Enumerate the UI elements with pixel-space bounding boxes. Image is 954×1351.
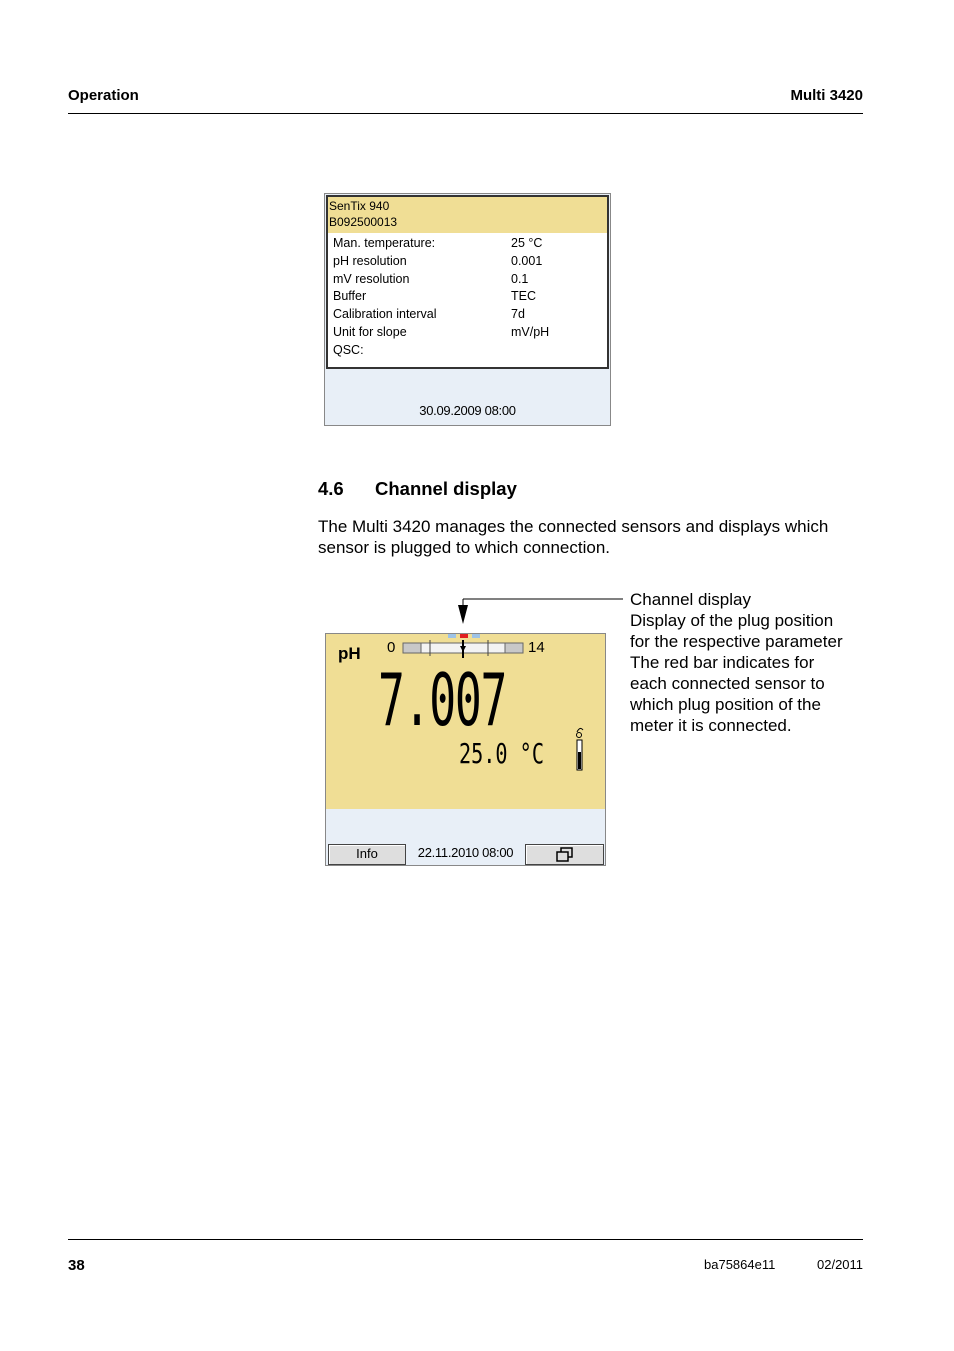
- running-header-section: Operation: [68, 87, 139, 104]
- setting-label: Buffer: [333, 289, 367, 304]
- setting-value: mV/pH: [511, 324, 550, 339]
- channel-slot: [472, 634, 480, 638]
- softkey-bar: [326, 843, 605, 866]
- settings-row: [333, 306, 603, 324]
- callout-line: for the respective parameter: [630, 632, 843, 651]
- settings-row: [333, 342, 603, 360]
- setting-value: 7d: [511, 307, 525, 322]
- footer-rule: [68, 1239, 863, 1240]
- measurement-datetime: 22.11.2010 08:00: [417, 845, 514, 860]
- settings-row: [333, 271, 603, 289]
- sensor-info-screen: [324, 193, 611, 426]
- page-number: 38: [68, 1257, 85, 1274]
- header-rule: [68, 113, 863, 114]
- windows-icon: [556, 847, 574, 863]
- sensor-serial: B092500013: [329, 215, 398, 229]
- channel-slot-active: [460, 634, 468, 638]
- section-heading: [318, 478, 517, 500]
- settings-row: [333, 235, 603, 253]
- callout-arrow: [455, 597, 625, 627]
- sensor-info-panel: [326, 195, 609, 369]
- settings-row: [333, 288, 603, 306]
- setting-label: Calibration interval: [333, 307, 437, 322]
- setting-label: QSC:: [333, 342, 364, 357]
- section-title: Channel display: [375, 478, 517, 499]
- measured-value: 7.007: [378, 658, 507, 742]
- sensor-title-bar: [328, 197, 607, 233]
- channel-slot: [448, 634, 456, 638]
- callout-line: meter it is connected.: [630, 716, 792, 735]
- setting-label: pH resolution: [333, 253, 407, 268]
- callout-line: Display of the plug position: [630, 611, 834, 630]
- setting-label: Unit for slope: [333, 324, 407, 339]
- measurement-area: [326, 634, 605, 809]
- setting-value: 0.1: [511, 271, 529, 286]
- callout-line: The red bar indicates for: [630, 653, 815, 672]
- sensor-model: SenTix 940: [329, 199, 390, 213]
- channel-indicator: [446, 634, 486, 639]
- temperature-value: 25.0 °C: [459, 737, 544, 770]
- display-mode-softkey[interactable]: [525, 844, 604, 865]
- callout-line: each connected sensor to: [630, 674, 825, 693]
- callout-text: [630, 589, 860, 736]
- info-softkey[interactable]: Info: [328, 844, 406, 865]
- measurement-screen: [325, 633, 606, 866]
- ph-scale-bar: [402, 640, 525, 658]
- callout-line: which plug position of the: [630, 695, 821, 714]
- settings-row: [333, 324, 603, 342]
- scale-max-label: 14: [528, 639, 545, 656]
- setting-value: TEC: [511, 289, 536, 304]
- settings-row: [333, 253, 603, 271]
- document-date: 02/2011: [817, 1257, 864, 1272]
- setting-value: 25 °C: [511, 236, 543, 250]
- callout-title: Channel display: [630, 590, 751, 609]
- document-id: ba75864e11: [704, 1257, 776, 1272]
- thermometer-icon: [574, 726, 586, 772]
- section-paragraph: The Multi 3420 manages the connected sensors and displays which sensor is plugged to which connection.: [318, 517, 829, 557]
- setting-label: mV resolution: [333, 271, 410, 286]
- setting-value: 0.001: [511, 253, 543, 268]
- sensor-screen-datetime: 30.09.2009 08:00: [419, 403, 516, 418]
- sensor-settings-list: [333, 235, 603, 360]
- setting-label: Man. temperature:: [333, 236, 436, 250]
- running-header-product: Multi 3420: [790, 87, 863, 104]
- parameter-label: pH: [338, 644, 361, 663]
- section-number: 4.6: [318, 478, 344, 499]
- scale-min-label: 0: [387, 639, 396, 656]
